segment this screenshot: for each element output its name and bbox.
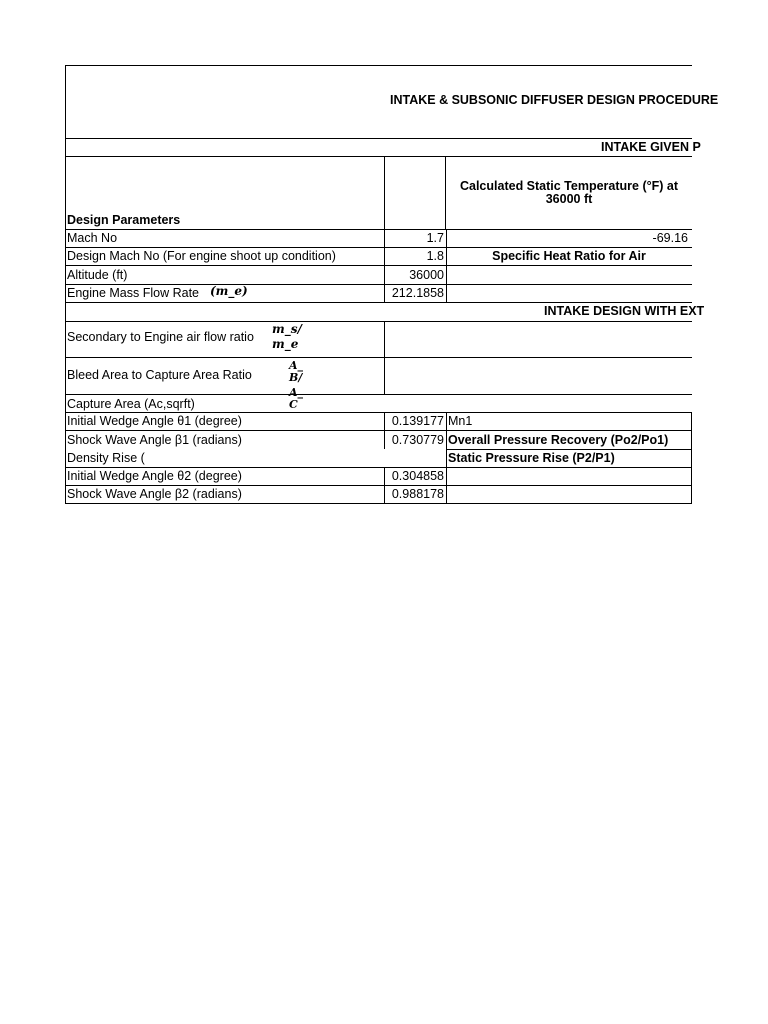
density-rise-label: Density Rise ( xyxy=(67,451,145,465)
mass-flow-value: 212.1858 xyxy=(391,286,444,300)
shock1-label: Shock Wave Angle β1 (radians) xyxy=(67,433,242,447)
mach-no-label: Mach No xyxy=(67,231,118,245)
design-mach-label: Design Mach No (For engine shoot up condition) xyxy=(67,249,336,263)
bleed-ratio-sym-3: A_ xyxy=(289,386,304,399)
wedge2-label: Initial Wedge Angle θ2 (degree) xyxy=(67,469,242,483)
right-border xyxy=(691,412,692,504)
row-divider xyxy=(65,357,692,358)
altitude-label: Altitude (ft) xyxy=(67,268,128,282)
pressure-recovery-label: Overall Pressure Recovery (Po2/Po1) xyxy=(448,433,669,447)
specific-heat-label: Specific Heat Ratio for Air xyxy=(492,249,646,263)
design-parameters-heading: Design Parameters xyxy=(67,213,181,227)
static-temp-label-2: 36000 ft xyxy=(545,192,593,206)
shock2-label: Shock Wave Angle β2 (radians) xyxy=(67,487,242,501)
mach-no-value: 1.7 xyxy=(426,231,444,245)
secondary-ratio-bottom: m_e xyxy=(272,337,299,351)
static-pressure-rise-label: Static Pressure Rise (P2/P1) xyxy=(448,451,615,465)
row-divider xyxy=(65,394,692,395)
static-temp-value: -69.16 xyxy=(652,231,688,245)
col-divider xyxy=(446,412,447,504)
header-value-cell xyxy=(384,157,446,230)
mass-flow-symbol: (m_e) xyxy=(210,284,248,298)
wedge1-value: 0.139177 xyxy=(391,414,444,428)
wedge2-value: 0.304858 xyxy=(391,469,444,483)
row-divider xyxy=(65,321,692,322)
secondary-ratio-top: m_s/ xyxy=(272,322,302,336)
shock1-value: 0.730779 xyxy=(391,433,444,447)
section-design-title: INTAKE DESIGN WITH EXT xyxy=(544,304,705,318)
capture-area-label: Capture Area (Ac,sqrft) xyxy=(67,397,195,411)
bleed-ratio-label: Bleed Area to Capture Area Ratio xyxy=(67,368,252,382)
altitude-value: 36000 xyxy=(409,268,444,282)
bleed-ratio-sym-2: B/ xyxy=(289,371,303,384)
mass-flow-label: Engine Mass Flow Rate xyxy=(67,286,200,300)
row-divider xyxy=(65,503,692,504)
bleed-ratio-sym-1: A_ xyxy=(289,359,304,372)
row-divider xyxy=(65,265,692,266)
static-temp-label-1: Calculated Static Temperature (°F) at xyxy=(459,179,678,193)
shock2-value: 0.988178 xyxy=(391,487,444,501)
design-mach-value: 1.8 xyxy=(426,249,444,263)
secondary-ratio-label: Secondary to Engine air flow ratio xyxy=(67,330,254,344)
section-given-title: INTAKE GIVEN P xyxy=(601,140,701,154)
sheet-title: INTAKE & SUBSONIC DIFFUSER DESIGN PROCEDURE xyxy=(390,93,719,107)
wedge1-label: Initial Wedge Angle θ1 (degree) xyxy=(67,414,242,428)
section-given-row xyxy=(65,138,692,157)
row-divider xyxy=(65,430,692,431)
bleed-ratio-sym-4: C xyxy=(289,398,298,411)
mn1-label: Mn1 xyxy=(448,414,473,428)
col-divider xyxy=(384,321,385,395)
